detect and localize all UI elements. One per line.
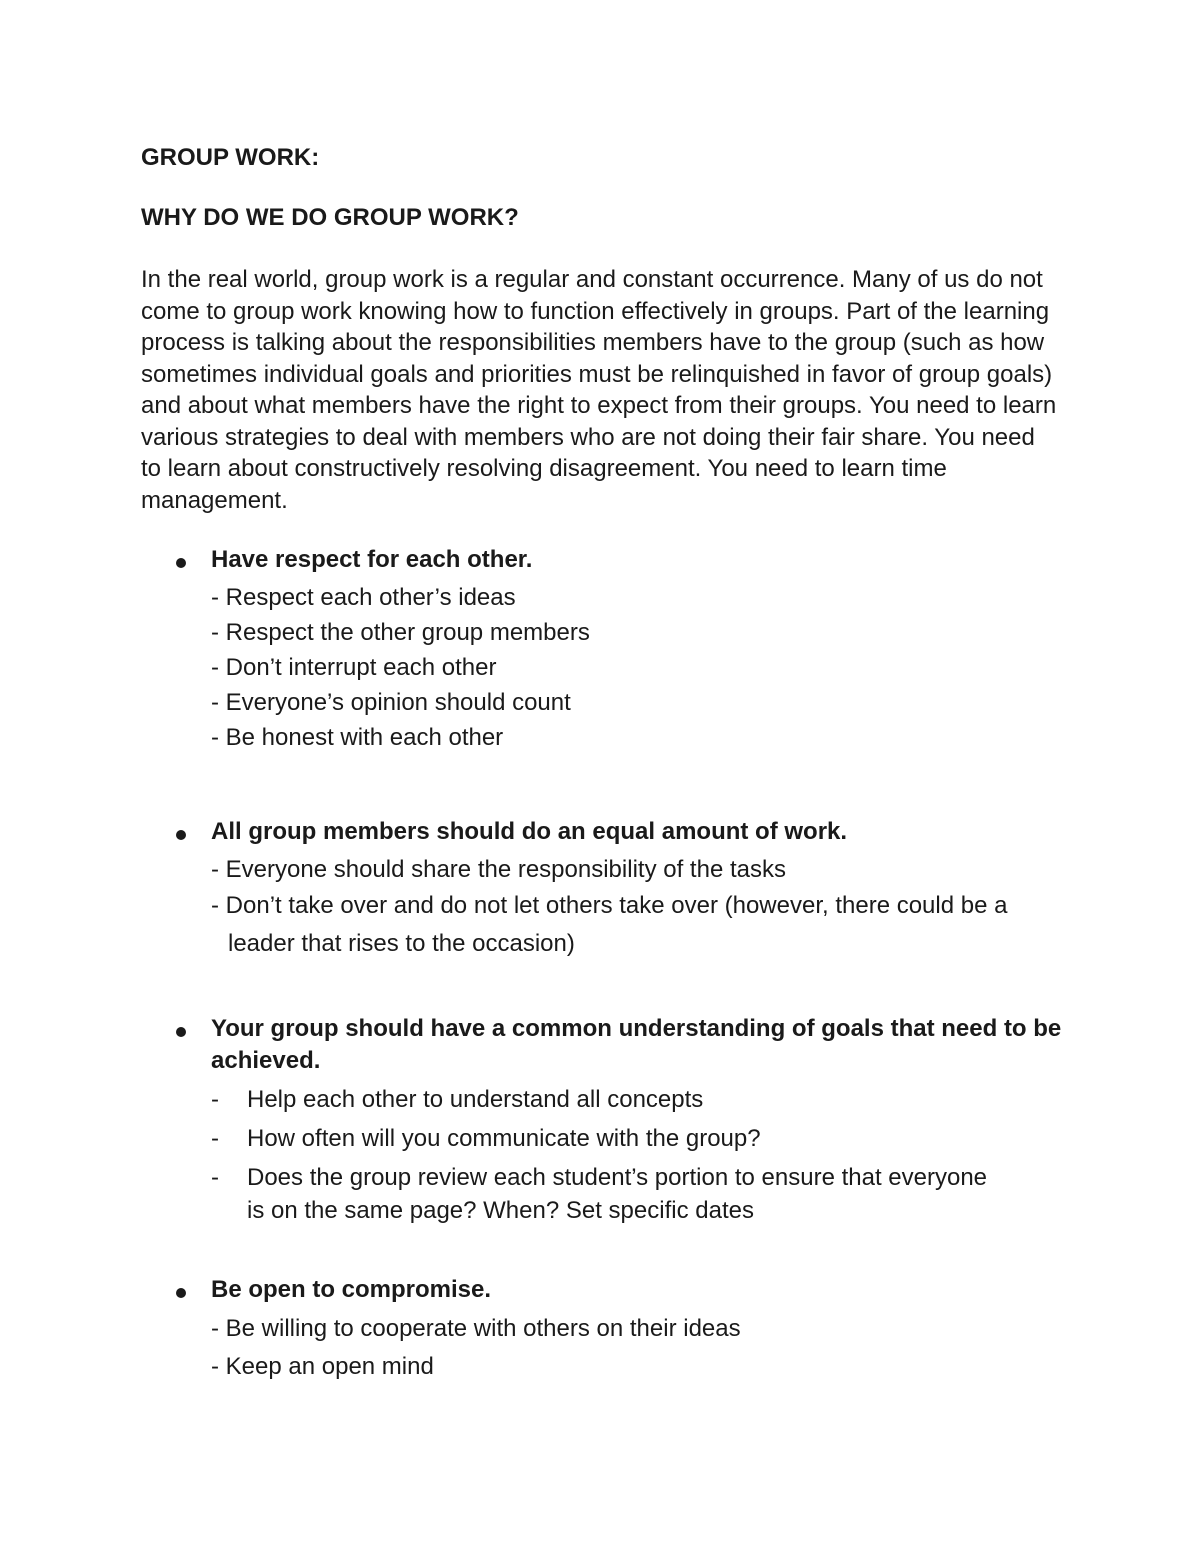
list-item — [211, 1083, 1071, 1116]
document-title: GROUP WORK: — [141, 144, 320, 171]
list-item: - Keep an open mind — [211, 1353, 434, 1380]
section-heading: All group members should do an equal amount of work. — [211, 818, 848, 845]
list-item: - Don’t interrupt each other — [211, 654, 497, 681]
section-compromise — [141, 1274, 1071, 1386]
list-item: - Be honest with each other — [211, 724, 504, 751]
list-item-text: How often will you communicate with the group? — [247, 1125, 761, 1152]
list-item — [211, 1122, 1071, 1155]
list-item: - Respect the other group members — [211, 619, 590, 646]
section-heading: Have respect for each other. — [211, 546, 533, 573]
bullet-icon — [176, 830, 186, 840]
intro-paragraph: In the real world, group work is a regular and constant occurrence. Many of us do not come to group work knowing how to function effectively in groups. Part of the learning process is talking about the responsibilities members have to the group (such as how sometimes individual goals and priorities must be relinquished in favor of group goals) and about what members have the right to expect from their groups. You need to learn various strategies to deal with members who are not doing their fair share. You need to learn about constructively resolving disagreement. You need to learn time management. — [141, 266, 1057, 514]
dash-marker: - — [211, 1125, 219, 1152]
list-item: - Respect each other’s ideas — [211, 584, 516, 611]
list-item: - Everyone should share the responsibility of the tasks — [211, 856, 786, 883]
list-item-text: Help each other to understand all concepts — [247, 1086, 704, 1113]
bullet-icon — [176, 1027, 186, 1037]
section-respect — [141, 544, 1071, 755]
list-item — [211, 1161, 987, 1227]
list-item-text: Does the group review each student’s portion to ensure that everyone is on the same page? When? Set specific dates — [247, 1164, 988, 1224]
bullet-icon — [176, 558, 186, 568]
bullet-icon — [176, 1288, 186, 1298]
section-equal-work — [141, 816, 1071, 963]
dash-marker: - — [211, 1086, 219, 1113]
dash-marker: - — [211, 1164, 219, 1191]
section-common-goals — [141, 1013, 1071, 1227]
section-heading: Your group should have a common understanding of goals that need to be achieved. — [211, 1015, 1062, 1074]
list-item: - Be willing to cooperate with others on their ideas — [211, 1315, 741, 1342]
document-page — [141, 140, 1071, 1386]
list-item: - Everyone’s opinion should count — [211, 689, 571, 716]
document-subtitle: WHY DO WE DO GROUP WORK? — [141, 204, 519, 231]
section-heading: Be open to compromise. — [211, 1276, 492, 1303]
list-item: - Don’t take over and do not let others take over (however, there could be a leader that rises to the occasion) — [211, 892, 1008, 957]
